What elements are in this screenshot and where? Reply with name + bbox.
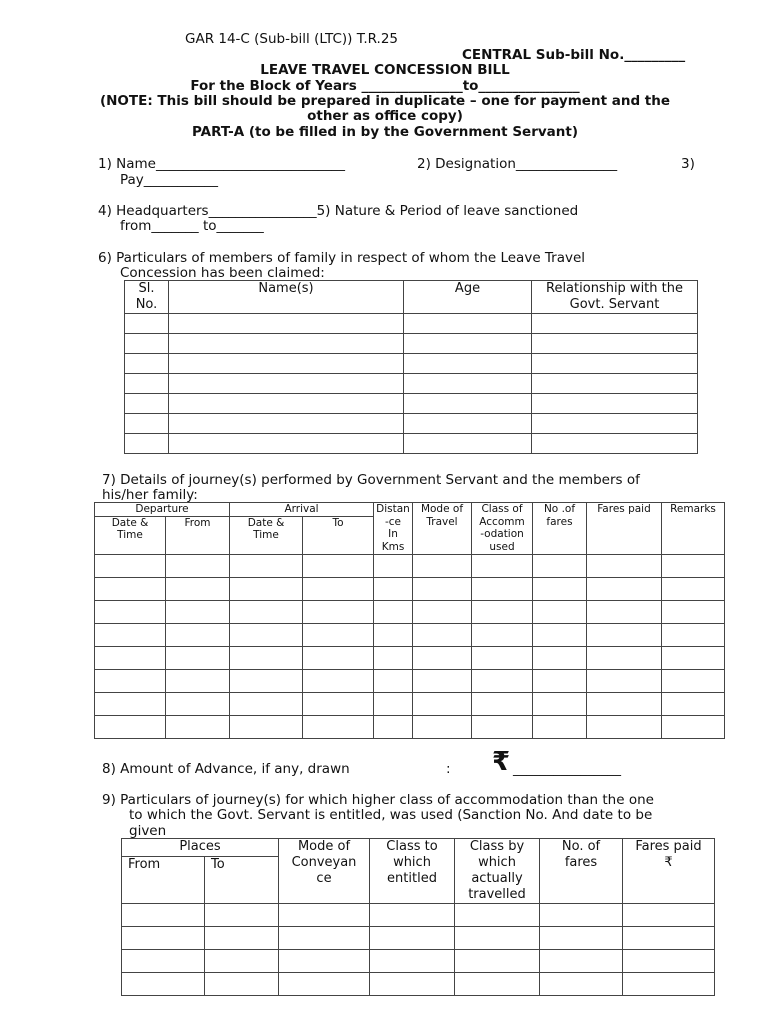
higher-class-journey-table <box>121 838 715 996</box>
family-member-cell[interactable] <box>532 414 698 434</box>
journey-cell[interactable] <box>472 646 533 669</box>
col-remarks: Remarks <box>662 503 725 555</box>
journey-cell[interactable] <box>413 646 472 669</box>
journey-cell[interactable] <box>662 623 725 646</box>
col-departure: Departure <box>95 503 230 517</box>
col-departure-date-time: Date & Time <box>95 516 166 554</box>
journey-cell[interactable] <box>587 577 662 600</box>
family-member-row <box>125 434 698 454</box>
journey-row <box>95 554 725 577</box>
higher-class-journey-row <box>122 904 715 927</box>
col-arrival: Arrival <box>230 503 374 517</box>
section6-intro-2: Concession has been claimed: <box>120 265 325 281</box>
journey-cell[interactable] <box>166 692 230 715</box>
family-member-cell[interactable] <box>404 414 532 434</box>
col-number-of-fares: No. of fares <box>540 839 623 904</box>
journey-cell[interactable] <box>166 600 230 623</box>
journey-cell[interactable] <box>166 669 230 692</box>
name-field[interactable]: 1) Name____________________________ <box>98 156 345 172</box>
family-member-cell[interactable] <box>532 394 698 414</box>
family-member-cell[interactable] <box>125 334 169 354</box>
journey-cell[interactable] <box>662 669 725 692</box>
journey-cell[interactable] <box>472 715 533 738</box>
journey-row <box>95 600 725 623</box>
journey-cell[interactable] <box>303 692 374 715</box>
family-member-cell[interactable] <box>404 354 532 374</box>
col-age: Age <box>404 281 532 314</box>
higher-class-journey-cell[interactable] <box>623 904 715 927</box>
higher-class-journey-cell[interactable] <box>455 973 540 996</box>
journey-cell[interactable] <box>303 646 374 669</box>
journey-cell[interactable] <box>587 623 662 646</box>
journey-cell[interactable] <box>95 692 166 715</box>
higher-class-journey-cell[interactable] <box>540 973 623 996</box>
family-member-cell[interactable] <box>169 334 404 354</box>
journey-row <box>95 623 725 646</box>
family-member-cell[interactable] <box>532 354 698 374</box>
higher-class-journey-cell[interactable] <box>279 973 370 996</box>
journey-cell[interactable] <box>587 669 662 692</box>
higher-class-journey-cell[interactable] <box>540 950 623 973</box>
journey-cell[interactable] <box>533 623 587 646</box>
higher-class-journey-cell[interactable] <box>122 904 205 927</box>
journey-cell[interactable] <box>472 577 533 600</box>
journey-cell[interactable] <box>166 715 230 738</box>
higher-class-journey-cell[interactable] <box>370 950 455 973</box>
journey-cell[interactable] <box>587 715 662 738</box>
col-arrival-date-time: Date & Time <box>230 516 303 554</box>
family-member-cell[interactable] <box>169 394 404 414</box>
col-class-travelled: Class by which actually travelled <box>455 839 540 904</box>
journey-cell[interactable] <box>303 577 374 600</box>
form-code: GAR 14-C (Sub-bill (LTC)) T.R.25 <box>185 31 399 47</box>
family-member-row <box>125 334 698 354</box>
col-places-from: From <box>122 856 205 903</box>
journey-cell[interactable] <box>533 669 587 692</box>
journey-cell[interactable] <box>662 646 725 669</box>
journey-cell[interactable] <box>662 715 725 738</box>
journey-cell[interactable] <box>662 692 725 715</box>
section7-intro-1: 7) Details of journey(s) performed by Government Servant and the members of <box>102 472 640 488</box>
journey-cell[interactable] <box>374 669 413 692</box>
col-arrival-to: To <box>303 516 374 554</box>
family-member-row <box>125 354 698 374</box>
col-names: Name(s) <box>169 281 404 314</box>
higher-class-journey-row <box>122 927 715 950</box>
journey-cell[interactable] <box>303 669 374 692</box>
family-member-cell[interactable] <box>404 374 532 394</box>
journey-cell[interactable] <box>472 554 533 577</box>
family-member-cell[interactable] <box>404 314 532 334</box>
journey-cell[interactable] <box>472 692 533 715</box>
part-a-heading: PART-A (to be filled in by the Government Servant) <box>191 124 579 140</box>
col-departure-from: From <box>166 516 230 554</box>
family-member-cell[interactable] <box>169 314 404 334</box>
family-member-row <box>125 314 698 334</box>
col-class-entitled: Class to which entitled <box>370 839 455 904</box>
journey-cell[interactable] <box>303 623 374 646</box>
family-member-cell[interactable] <box>125 314 169 334</box>
higher-class-journey-cell[interactable] <box>205 927 279 950</box>
journey-cell[interactable] <box>533 577 587 600</box>
higher-class-journey-cell[interactable] <box>455 927 540 950</box>
note-line-2: other as office copy) <box>307 108 463 124</box>
journey-cell[interactable] <box>230 554 303 577</box>
family-member-cell[interactable] <box>404 434 532 454</box>
journey-cell[interactable] <box>230 646 303 669</box>
family-member-cell[interactable] <box>169 434 404 454</box>
journey-cell[interactable] <box>374 623 413 646</box>
note-line-1: (NOTE: This bill should be prepared in duplicate – one for payment and the <box>99 93 671 109</box>
journey-cell[interactable] <box>95 669 166 692</box>
higher-class-journey-cell[interactable] <box>370 927 455 950</box>
journey-cell[interactable] <box>662 577 725 600</box>
family-member-cell[interactable] <box>125 434 169 454</box>
journey-cell[interactable] <box>533 646 587 669</box>
section7-intro-2: his/her family: <box>102 487 198 503</box>
journey-cell[interactable] <box>230 669 303 692</box>
col-mode-of-travel: Mode of Travel <box>413 503 472 555</box>
journey-row <box>95 669 725 692</box>
journey-cell[interactable] <box>413 554 472 577</box>
leave-period-field[interactable]: from_______ to_______ <box>120 218 264 234</box>
higher-class-journey-cell[interactable] <box>205 904 279 927</box>
advance-amount-label: 8) Amount of Advance, if any, drawn <box>102 761 350 777</box>
journey-cell[interactable] <box>95 715 166 738</box>
higher-class-journey-row <box>122 973 715 996</box>
family-member-row <box>125 414 698 434</box>
journey-cell[interactable] <box>472 600 533 623</box>
journey-cell[interactable] <box>303 554 374 577</box>
pay-field[interactable]: Pay___________ <box>120 172 219 188</box>
col-places-to: To <box>205 856 279 903</box>
journey-cell[interactable] <box>374 600 413 623</box>
col-fares-paid: Fares paid <box>587 503 662 555</box>
journey-cell[interactable] <box>662 554 725 577</box>
family-member-cell[interactable] <box>404 394 532 414</box>
family-member-cell[interactable] <box>532 434 698 454</box>
journey-cell[interactable] <box>413 692 472 715</box>
journey-cell[interactable] <box>166 554 230 577</box>
journey-cell[interactable] <box>303 715 374 738</box>
journey-cell[interactable] <box>662 600 725 623</box>
journey-details-table <box>94 502 725 739</box>
col-no-of-fares: No .of fares <box>533 503 587 555</box>
family-member-cell[interactable] <box>532 374 698 394</box>
journey-cell[interactable] <box>374 554 413 577</box>
col-class-of-accommodation: Class of Accomm -odation used <box>472 503 533 555</box>
journey-cell[interactable] <box>413 577 472 600</box>
section9-intro-2: to which the Govt. Servant is entitled, was used (Sanction No. And date to be <box>129 807 653 823</box>
journey-cell[interactable] <box>533 554 587 577</box>
family-member-cell[interactable] <box>125 354 169 374</box>
journey-cell[interactable] <box>587 554 662 577</box>
section6-intro-1: 6) Particulars of members of family in respect of whom the Leave Travel <box>98 250 586 266</box>
journey-cell[interactable] <box>587 600 662 623</box>
family-member-cell[interactable] <box>169 414 404 434</box>
section9-intro-1: 9) Particulars of journey(s) for which higher class of accommodation than the one <box>102 792 654 808</box>
higher-class-journey-cell[interactable] <box>623 973 715 996</box>
higher-class-journey-cell[interactable] <box>540 904 623 927</box>
designation-field[interactable]: 2) Designation_______________ <box>417 156 618 172</box>
higher-class-journey-cell[interactable] <box>122 950 205 973</box>
family-member-cell[interactable] <box>404 334 532 354</box>
pay-number: 3) <box>681 156 695 172</box>
journey-row <box>95 692 725 715</box>
higher-class-journey-cell[interactable] <box>205 950 279 973</box>
higher-class-journey-cell[interactable] <box>279 950 370 973</box>
journey-cell[interactable] <box>230 715 303 738</box>
journey-cell[interactable] <box>374 646 413 669</box>
col-places: Places <box>122 839 279 857</box>
higher-class-journey-cell[interactable] <box>122 927 205 950</box>
journey-cell[interactable] <box>230 577 303 600</box>
col-distance: Distan -ce In Kms <box>374 503 413 555</box>
journey-cell[interactable] <box>95 577 166 600</box>
journey-cell[interactable] <box>587 692 662 715</box>
col-mode-of-conveyance: Mode of Conveyan ce <box>279 839 370 904</box>
journey-cell[interactable] <box>533 600 587 623</box>
family-member-cell[interactable] <box>532 334 698 354</box>
family-members-table <box>124 280 698 454</box>
higher-class-journey-cell[interactable] <box>122 973 205 996</box>
journey-cell[interactable] <box>587 646 662 669</box>
central-subbill-number: CENTRAL Sub-bill No._________ <box>462 47 686 63</box>
col-fares-paid-rupees: Fares paid ₹ <box>623 839 715 904</box>
headquarters-field[interactable]: 4) Headquarters________________5) Nature & Period of leave sanctioned <box>98 203 579 219</box>
family-member-cell[interactable] <box>125 374 169 394</box>
family-member-cell[interactable] <box>125 394 169 414</box>
higher-class-journey-cell[interactable] <box>455 904 540 927</box>
col-relationship: Relationship with the Govt. Servant <box>532 281 698 314</box>
block-of-years: For the Block of Years _______________to_______________ <box>190 78 580 94</box>
journey-cell[interactable] <box>230 692 303 715</box>
journey-row <box>95 577 725 600</box>
col-sl-no: Sl. No. <box>125 281 169 314</box>
higher-class-journey-cell[interactable] <box>279 904 370 927</box>
journey-cell[interactable] <box>230 600 303 623</box>
journey-cell[interactable] <box>95 646 166 669</box>
rupee-icon: ₹ <box>492 747 511 777</box>
journey-cell[interactable] <box>472 623 533 646</box>
higher-class-journey-cell[interactable] <box>279 927 370 950</box>
journey-cell[interactable] <box>95 600 166 623</box>
form-title: LEAVE TRAVEL CONCESSION BILL <box>260 62 510 78</box>
journey-cell[interactable] <box>413 669 472 692</box>
journey-cell[interactable] <box>374 692 413 715</box>
family-member-row <box>125 394 698 414</box>
family-member-cell[interactable] <box>169 374 404 394</box>
journey-cell[interactable] <box>533 692 587 715</box>
higher-class-journey-cell[interactable] <box>370 973 455 996</box>
higher-class-journey-cell[interactable] <box>455 950 540 973</box>
higher-class-journey-cell[interactable] <box>623 927 715 950</box>
journey-cell[interactable] <box>303 600 374 623</box>
advance-colon: : <box>446 761 451 777</box>
family-member-cell[interactable] <box>532 314 698 334</box>
journey-cell[interactable] <box>413 715 472 738</box>
family-member-cell[interactable] <box>169 354 404 374</box>
section9-intro-3: given <box>129 823 167 839</box>
higher-class-journey-cell[interactable] <box>540 927 623 950</box>
journey-cell[interactable] <box>166 646 230 669</box>
higher-class-journey-row <box>122 950 715 973</box>
journey-cell[interactable] <box>533 715 587 738</box>
journey-cell[interactable] <box>413 623 472 646</box>
journey-cell[interactable] <box>472 669 533 692</box>
family-member-cell[interactable] <box>125 414 169 434</box>
journey-cell[interactable] <box>413 600 472 623</box>
higher-class-journey-cell[interactable] <box>623 950 715 973</box>
journey-row <box>95 715 725 738</box>
journey-row <box>95 646 725 669</box>
journey-cell[interactable] <box>166 623 230 646</box>
journey-cell[interactable] <box>95 623 166 646</box>
advance-amount-field[interactable]: ________________ <box>513 761 621 777</box>
journey-cell[interactable] <box>374 577 413 600</box>
higher-class-journey-cell[interactable] <box>205 973 279 996</box>
journey-cell[interactable] <box>374 715 413 738</box>
journey-cell[interactable] <box>95 554 166 577</box>
family-member-row <box>125 374 698 394</box>
journey-cell[interactable] <box>230 623 303 646</box>
higher-class-journey-cell[interactable] <box>370 904 455 927</box>
journey-cell[interactable] <box>166 577 230 600</box>
